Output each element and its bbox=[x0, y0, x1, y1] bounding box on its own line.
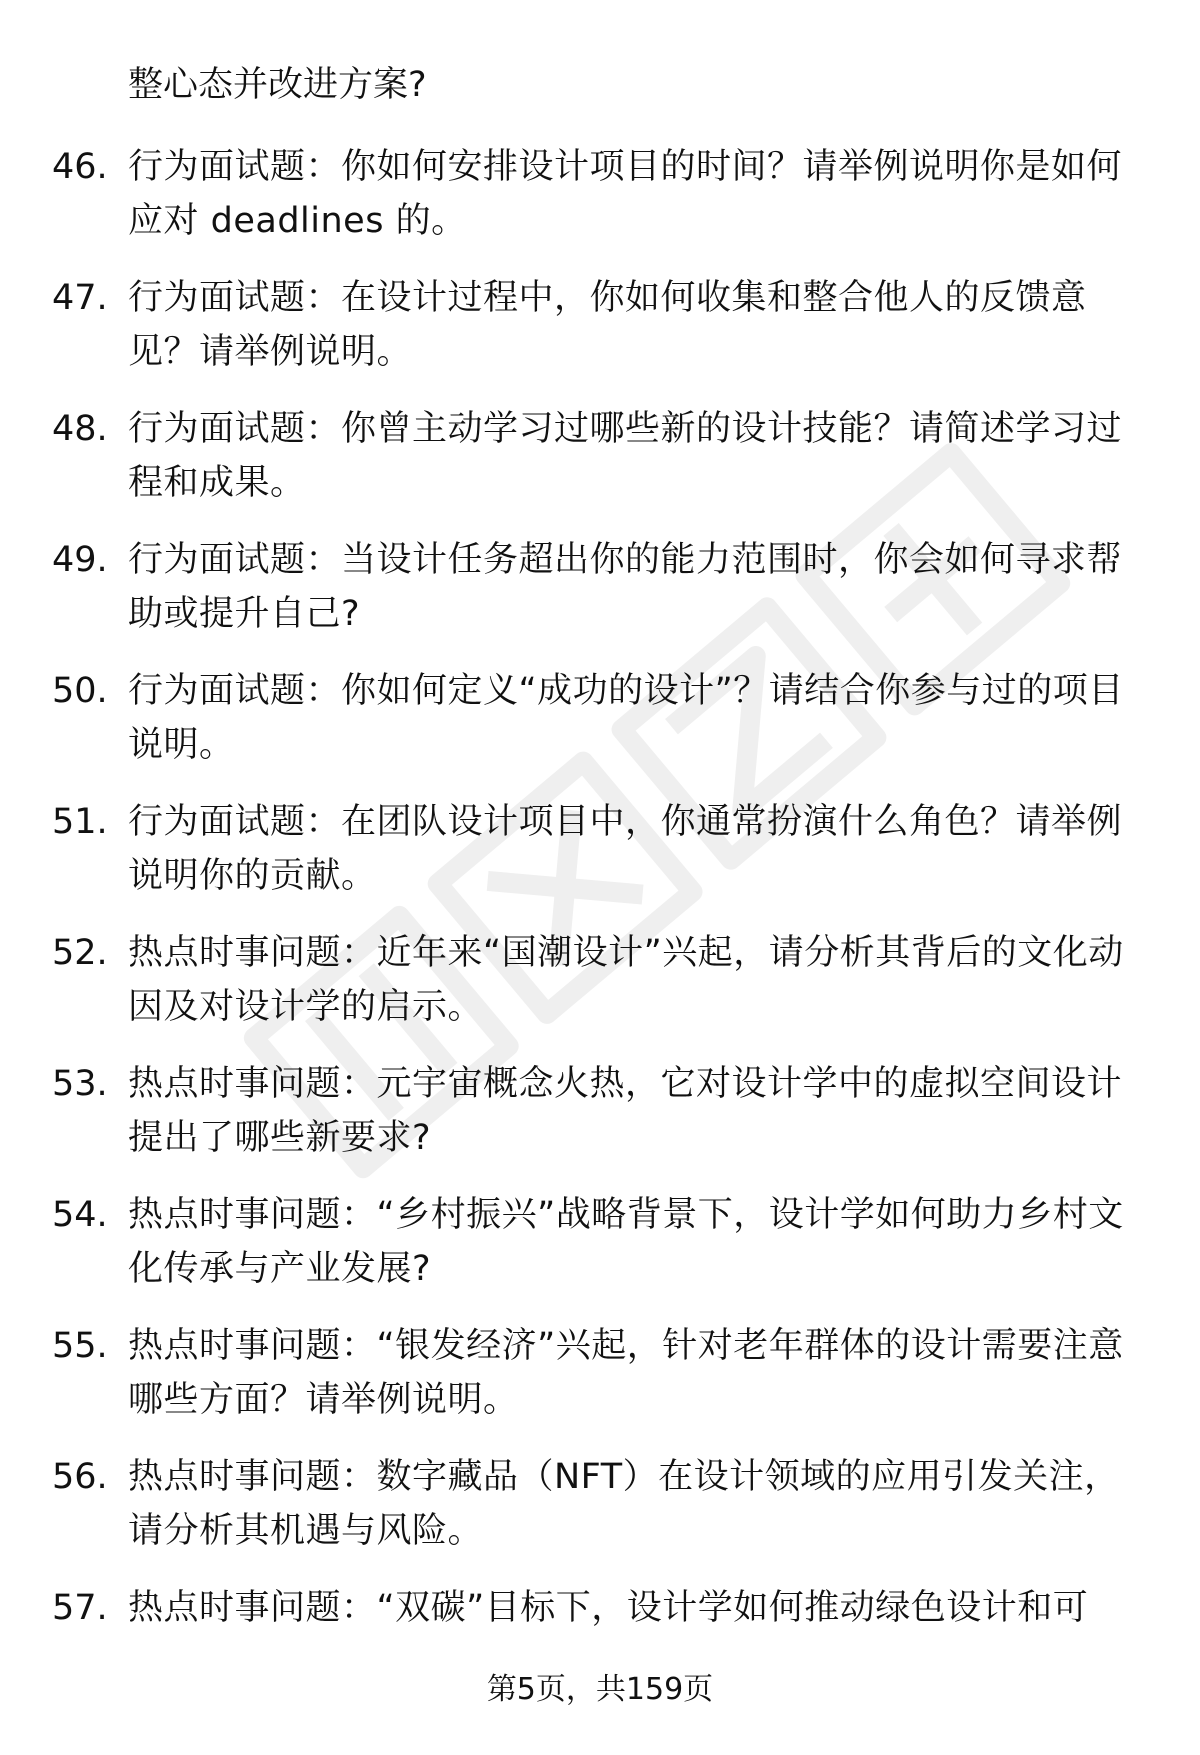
list-item bbox=[0, 271, 1200, 402]
list-item bbox=[0, 926, 1200, 1057]
item-text: 行为面试题：在团队设计项目中，你通常扮演什么角色？请举例说明你的贡献。 bbox=[128, 802, 1123, 896]
item-number: 57. bbox=[52, 1588, 108, 1628]
item-number: 51. bbox=[52, 802, 108, 842]
list-item bbox=[0, 402, 1200, 533]
item-number: 54. bbox=[52, 1195, 108, 1235]
item-number: 47. bbox=[52, 278, 108, 318]
item-number: 49. bbox=[52, 540, 108, 580]
item-text: 行为面试题：你如何定义“成功的设计”？请结合你参与过的项目说明。 bbox=[128, 671, 1124, 765]
item-text: 行为面试题：在设计过程中，你如何收集和整合他人的反馈意见？请举例说明。 bbox=[128, 278, 1087, 372]
question-list bbox=[0, 140, 1200, 1712]
list-item bbox=[0, 1057, 1200, 1188]
item-text: 行为面试题：当设计任务超出你的能力范围时，你会如何寻求帮助或提升自己? bbox=[128, 540, 1123, 634]
item-text: 行为面试题：你如何安排设计项目的时间？请举例说明你是如何应对 deadlines 的。 bbox=[128, 147, 1123, 241]
item-text: 热点时事问题：“银发经济”兴起，针对老年群体的设计需要注意哪些方面？请举例说明。 bbox=[128, 1326, 1124, 1420]
page-footer: 第5页，共159页 bbox=[486, 1672, 714, 1707]
list-item bbox=[0, 1450, 1200, 1581]
item-text: 热点时事问题：“双碳”目标下，设计学如何推动绿色设计和可 bbox=[128, 1588, 1089, 1628]
list-item bbox=[0, 664, 1200, 795]
item-text: 行为面试题：你曾主动学习过哪些新的设计技能？请简述学习过程和成果。 bbox=[128, 409, 1123, 503]
item-text: 热点时事问题：元宇宙概念火热，它对设计学中的虚拟空间设计提出了哪些新要求? bbox=[128, 1064, 1123, 1158]
list-item bbox=[0, 1319, 1200, 1450]
item-text: 热点时事问题：数字藏品（NFT）在设计领域的应用引发关注，请分析其机遇与风险。 bbox=[128, 1457, 1120, 1551]
list-item bbox=[0, 1188, 1200, 1319]
item-number: 55. bbox=[52, 1326, 108, 1366]
list-item bbox=[0, 533, 1200, 664]
item-text: 热点时事问题：“乡村振兴”战略背景下，设计学如何助力乡村文化传承与产业发展? bbox=[128, 1195, 1124, 1289]
item-number: 56. bbox=[52, 1457, 108, 1497]
item-number: 52. bbox=[52, 933, 108, 973]
list-item bbox=[0, 140, 1200, 271]
item-number: 53. bbox=[52, 1064, 108, 1104]
item-number: 46. bbox=[52, 147, 108, 187]
item-number: 50. bbox=[52, 671, 108, 711]
list-item bbox=[0, 795, 1200, 926]
item-number: 48. bbox=[52, 409, 108, 449]
item-text: 热点时事问题：近年来“国潮设计”兴起，请分析其背后的文化动因及对设计学的启示。 bbox=[128, 933, 1124, 1027]
continuation-text: 整心态并改进方案? bbox=[128, 65, 427, 105]
